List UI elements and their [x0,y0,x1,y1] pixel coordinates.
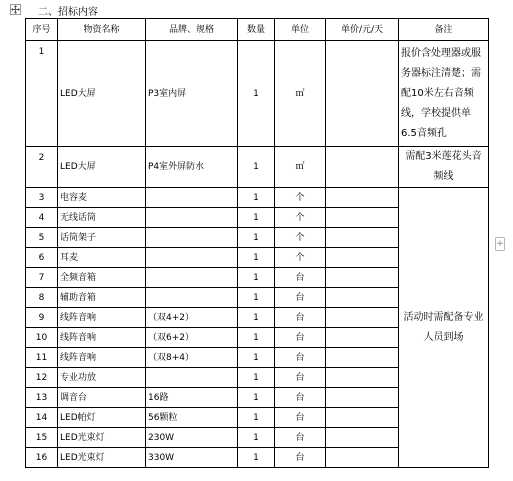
cell-name: 话筒架子 [58,228,146,248]
cell-qty: 1 [238,408,275,428]
cell-note: 报价含处理器或服务器标注清楚；需配10米左右音频线，学校提供单6.5音频孔 [399,41,489,147]
cell-price [326,188,399,208]
cell-qty: 1 [238,188,275,208]
cell-brand [146,368,238,388]
cell-qty: 1 [238,388,275,408]
table-row [26,188,489,208]
cell-brand [146,228,238,248]
cell-qty: 1 [238,208,275,228]
cell-brand [146,268,238,288]
cell-unit: 台 [275,408,326,428]
cell-unit: 个 [275,188,326,208]
cell-price [326,228,399,248]
cell-no: 3 [26,188,58,208]
cell-qty: 1 [238,268,275,288]
cell-unit: 个 [275,248,326,268]
cell-unit: 台 [275,368,326,388]
cell-name: LED大屏 [58,147,146,188]
cell-no: 12 [26,368,58,388]
cell-price [326,368,399,388]
cell-no: 4 [26,208,58,228]
cell-unit: 个 [275,208,326,228]
cell-qty: 1 [238,228,275,248]
cell-no: 2 [26,147,58,188]
cell-name: 调音台 [58,388,146,408]
section-title: 二、招标内容 [38,7,98,18]
cell-qty: 1 [238,428,275,448]
cell-name: 全频音箱 [58,268,146,288]
cell-brand: P4室外屏防水 [146,147,238,188]
cell-brand: （双8+4） [146,348,238,368]
cell-price [326,348,399,368]
cell-qty: 1 [238,328,275,348]
cell-unit: 台 [275,328,326,348]
cell-unit: 台 [275,428,326,448]
cell-price [326,328,399,348]
cell-brand: （双6+2） [146,328,238,348]
cell-unit: 台 [275,308,326,328]
header-brand: 品牌、规格 [146,19,238,41]
cell-unit: ㎡ [275,41,326,147]
cell-price [326,288,399,308]
cell-qty: 1 [238,248,275,268]
cell-price [326,388,399,408]
header-unit: 单位 [275,19,326,41]
cell-note-merged: 活动时需配备专业人员到场 [399,188,489,468]
table-row [26,147,489,188]
cell-no: 15 [26,428,58,448]
cell-no: 14 [26,408,58,428]
cell-name: 电容麦 [58,188,146,208]
cell-name: LED光束灯 [58,448,146,468]
cell-qty: 1 [238,288,275,308]
cell-unit: 台 [275,268,326,288]
cell-brand [146,288,238,308]
cell-qty: 1 [238,348,275,368]
cell-qty: 1 [238,368,275,388]
cell-brand: 330W [146,448,238,468]
cell-unit: 台 [275,288,326,308]
cell-no: 13 [26,388,58,408]
cell-brand: P3室内屏 [146,41,238,147]
cell-no: 7 [26,268,58,288]
cell-no: 1 [26,41,58,147]
cell-note: 需配3米莲花头音频线 [399,147,489,188]
cell-name: 专业功放 [58,368,146,388]
cell-unit: 台 [275,448,326,468]
cell-name: LED大屏 [58,41,146,147]
cell-unit: 台 [275,388,326,408]
cell-name: 线阵音响 [58,308,146,328]
cell-name: 线阵音响 [58,348,146,368]
cell-qty: 1 [238,41,275,147]
table-move-handle-icon[interactable] [10,4,21,15]
cell-no: 5 [26,228,58,248]
cell-no: 16 [26,448,58,468]
cell-no: 6 [26,248,58,268]
header-price: 单价/元/天 [326,19,399,41]
cell-brand [146,188,238,208]
header-qty: 数量 [238,19,275,41]
cell-price [326,248,399,268]
cell-price [326,147,399,188]
cell-name: 耳麦 [58,248,146,268]
cell-no: 11 [26,348,58,368]
cell-price [326,41,399,147]
cell-unit: ㎡ [275,147,326,188]
cell-brand [146,248,238,268]
cell-qty: 1 [238,308,275,328]
add-row-plus-icon[interactable]: + [496,239,504,249]
cell-brand [146,208,238,228]
cell-price [326,308,399,328]
cell-brand: 230W [146,428,238,448]
cell-brand: 56颗粒 [146,408,238,428]
header-note: 备注 [399,19,489,41]
cell-unit: 台 [275,348,326,368]
cell-price [326,428,399,448]
header-no: 序号 [26,19,58,41]
cell-no: 8 [26,288,58,308]
cell-no: 10 [26,328,58,348]
cell-unit: 个 [275,228,326,248]
cell-name: LED帕灯 [58,408,146,428]
cell-brand: 16路 [146,388,238,408]
table-row [26,41,489,147]
cell-qty: 1 [238,448,275,468]
bid-content-table [25,18,489,468]
cell-name: 无线话筒 [58,208,146,228]
cell-name: 辅助音箱 [58,288,146,308]
cell-price [326,408,399,428]
cell-price [326,268,399,288]
table-header-row [26,19,489,41]
cell-name: LED光束灯 [58,428,146,448]
cell-no: 9 [26,308,58,328]
cell-brand: （双4+2） [146,308,238,328]
cell-price [326,448,399,468]
cell-name: 线阵音响 [58,328,146,348]
cell-qty: 1 [238,147,275,188]
cell-price [326,208,399,228]
header-name: 物资名称 [58,19,146,41]
